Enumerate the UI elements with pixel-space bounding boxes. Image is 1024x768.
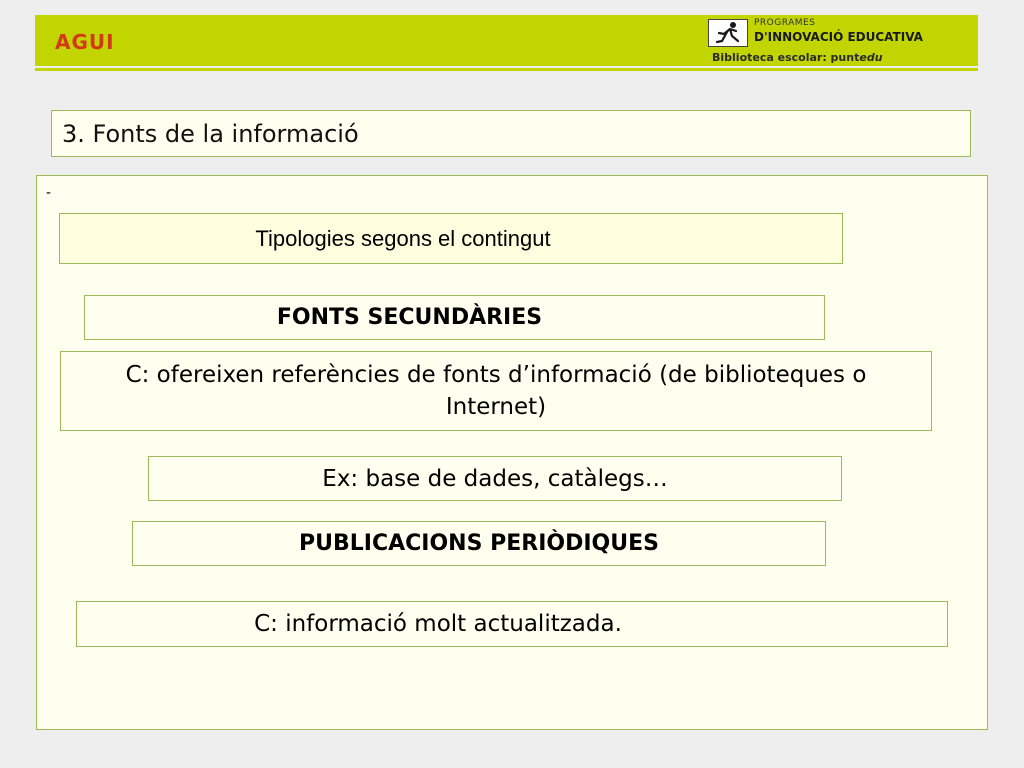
description-box-secondary-sources [60,351,932,431]
runner-icon [708,19,748,47]
logo-subtitle [712,51,883,64]
subtitle-text: Tipologies segons el contingut [255,226,551,251]
heading-periodicals: PUBLICACIONS PERIÒDIQUES [299,531,659,556]
description-periodicals: C: informació molt actualitzada. [254,611,622,637]
description-box-periodicals [76,601,948,647]
example-secondary-sources: Ex: base de dades, catàlegs… [322,465,668,492]
heading-box-secondary-sources [84,295,825,340]
slide-title: 3. Fonts de la informació [62,120,359,148]
description-secondary-sources: C: ofereixen referències de fonts d’informació (de biblioteques o Internet) [125,362,867,420]
example-box-secondary-sources [148,456,842,501]
logo-subtitle-prefix: Biblioteca escolar: punt [712,51,860,64]
subtitle-box [59,213,843,264]
heading-secondary-sources: FONTS SECUNDÀRIES [276,305,543,330]
logo-subtitle-emphasis: edu [859,51,883,64]
header-divider [35,68,978,71]
app-title: AGUI [55,30,115,54]
bullet-marker: - [46,184,51,201]
heading-box-periodicals [132,521,826,566]
logo-line-1: PROGRAMES [754,18,816,28]
logo-line-2: D'INNOVACIÓ EDUCATIVA [754,30,923,44]
